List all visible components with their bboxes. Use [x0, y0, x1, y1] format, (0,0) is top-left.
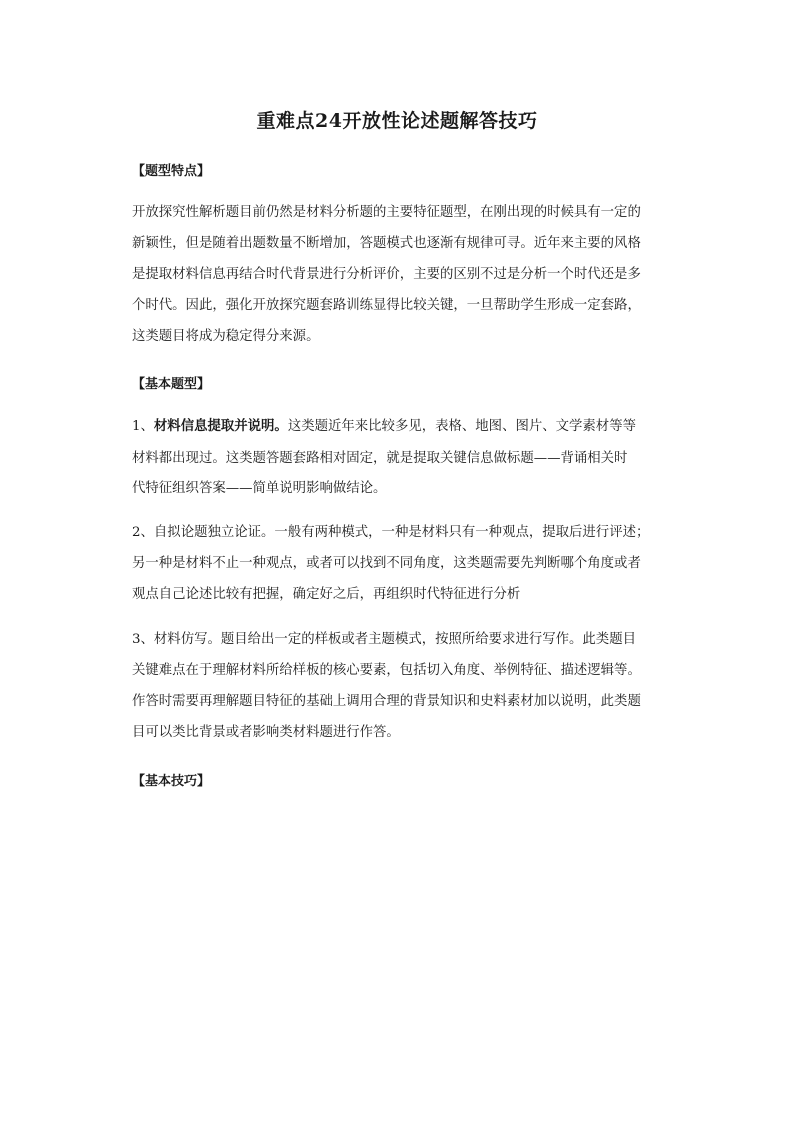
type-item-1-title: 材料信息提取并说明。	[153, 418, 288, 434]
type-item-1-line: 材料都出现过。这类题答题套路相对固定，就是提取关键信息做标题——背诵相关时	[132, 451, 628, 466]
type-item-3-line: 关键难点在于理解材料所给样板的核心要素，包括切入角度、举例特征、描述逻辑等。	[132, 663, 641, 678]
type-item-2-line: 2、自拟论题独立论证。一般有两种模式，一种是材料只有一种观点，提取后进行评述；	[132, 525, 650, 540]
section-heading-skills: 【基本技巧】	[132, 774, 211, 789]
features-paragraph-line: 开放探究性解析题目前仍然是材料分析题的主要特征题型，在刚出现的时候具有一定的	[132, 205, 641, 220]
features-paragraph-line: 是提取材料信息再结合时代背景进行分析评价，主要的区别不过是分析一个时代还是多	[132, 267, 641, 282]
type-item-2-line: 另一种是材料不止一种观点，或者可以找到不同角度，这类题需要先判断哪个角度或者	[132, 556, 641, 571]
type-item-3-line: 3、材料仿写。题目给出一定的样板或者主题模式，按照所给要求进行写作。此类题目	[132, 632, 636, 647]
section-heading-types: 【基本题型】	[132, 377, 211, 392]
type-item-2-line: 观点自己论述比较有把握，确定好之后，再组织时代特征进行分析	[132, 587, 521, 602]
type-item-3-line: 作答时需要再理解题目特征的基础上调用合理的背景知识和史料素材加以说明，此类题	[132, 694, 641, 709]
features-paragraph-line: 个时代。因此，强化开放探究题套路训练显得比较关键，一旦帮助学生形成一定套路，	[132, 298, 641, 313]
features-paragraph-line: 新颖性，但是随着出题数量不断增加，答题模式也逐渐有规律可寻。近年来主要的风格	[132, 236, 641, 251]
section-heading-features: 【题型特点】	[132, 164, 211, 179]
type-item-1-number: 1、	[132, 419, 154, 434]
type-item-1-text: 这类题近年来比较多见，表格、地图、图片、文学素材等等	[287, 419, 636, 434]
page-title: 重难点24开放性论述题解答技巧	[256, 110, 538, 132]
type-item-1-line: 代特征组织答案——简单说明影响做结论。	[132, 481, 387, 496]
type-item-1-line	[132, 417, 636, 436]
features-paragraph-line: 这类题目将成为稳定得分来源。	[132, 329, 320, 344]
type-item-3-line: 目可以类比背景或者影响类材料题进行作答。	[132, 725, 400, 740]
